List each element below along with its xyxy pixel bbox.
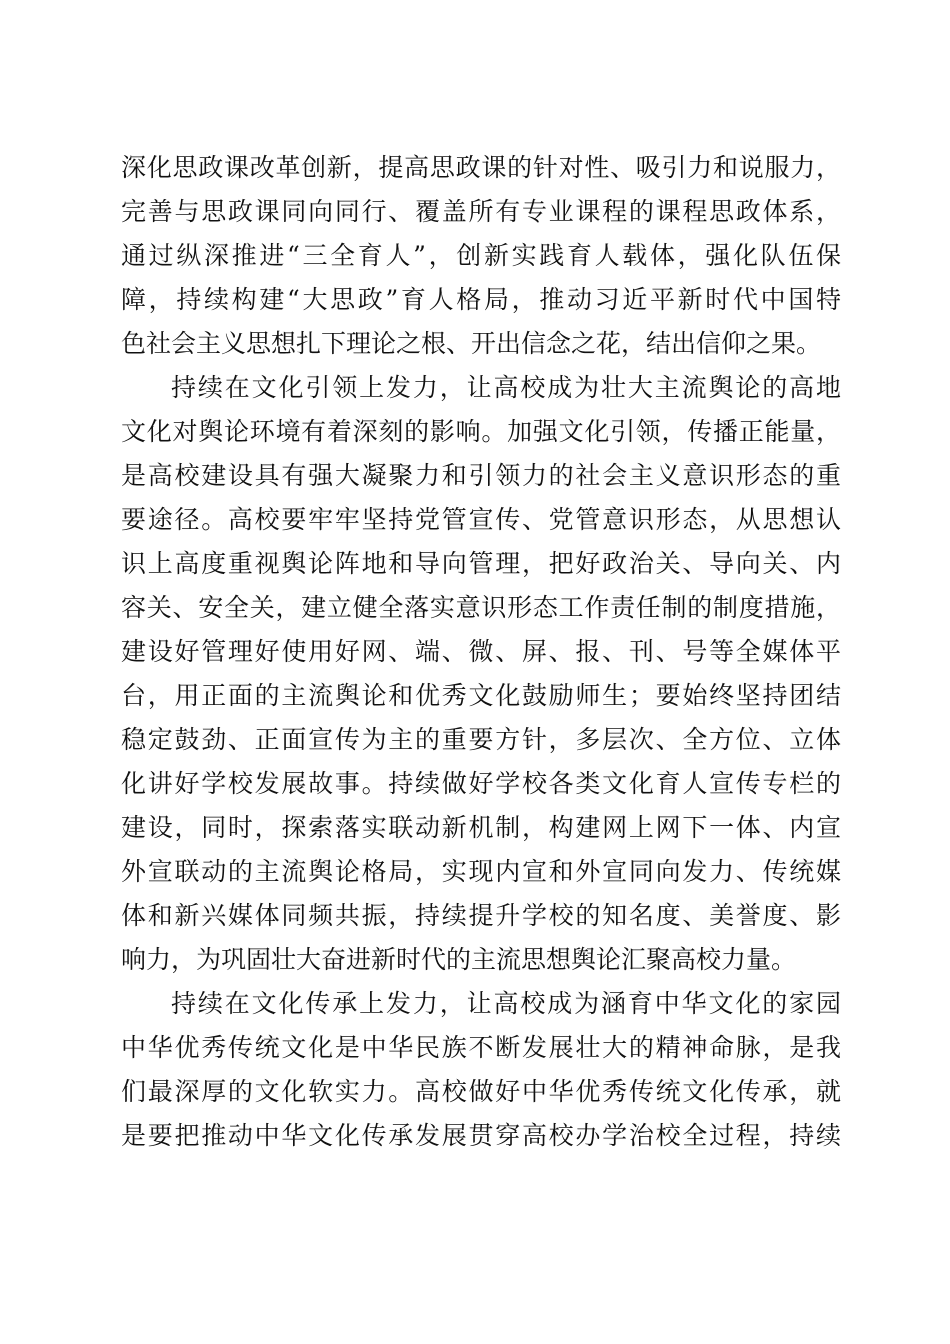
text-line: 建设，同时，探索落实联动新机制，构建网上网下一体、内宣 — [121, 813, 841, 842]
text-line: 要途径。高校要牢牢坚持党管宣传、党管意识形态，从思想认 — [121, 505, 841, 534]
text-line: 障，持续构建“大思政”育人格局，推动习近平新时代中国特 — [121, 285, 841, 314]
text-line: 完善与思政课同向同行、覆盖所有专业课程的课程思政体系， — [121, 197, 841, 226]
text-line: 响力，为巩固壮大奋进新时代的主流思想舆论汇聚高校力量。 — [121, 945, 797, 974]
text-line: 外宣联动的主流舆论格局，实现内宣和外宣同向发力、传统媒 — [121, 857, 841, 886]
text-line: 通过纵深推进“三全育人”，创新实践育人载体，强化队伍保 — [121, 241, 841, 270]
text-line: 台，用正面的主流舆论和优秀文化鼓励师生；要始终坚持团结 — [121, 681, 841, 710]
text-line: 们最深厚的文化软实力。高校做好中华优秀传统文化传承，就 — [121, 1077, 841, 1106]
text-line: 中华优秀传统文化是中华民族不断发展壮大的精神命脉，是我 — [121, 1033, 841, 1062]
text-line: 建设好管理好使用好网、端、微、屏、报、刊、号等全媒体平 — [121, 637, 841, 666]
text-line: 化讲好学校发展故事。持续做好学校各类文化育人宣传专栏的 — [121, 769, 841, 798]
text-line: 文化对舆论环境有着深刻的影响。加强文化引领，传播正能量， — [121, 417, 841, 446]
text-line: 色社会主义思想扎下理论之根、开出信念之花，结出信仰之果。 — [121, 329, 822, 358]
text-line: 是要把推动中华文化传承发展贯穿高校办学治校全过程，持续 — [121, 1121, 841, 1150]
text-line: 体和新兴媒体同频共振，持续提升学校的知名度、美誉度、影 — [121, 901, 841, 930]
section-heading: 持续在文化引领上发力，让高校成为壮大主流舆论的高地 — [171, 373, 841, 402]
text-line: 识上高度重视舆论阵地和导向管理，把好政治关、导向关、内 — [121, 549, 841, 578]
document-body — [121, 146, 841, 1158]
text-line: 深化思政课改革创新，提高思政课的针对性、吸引力和说服力， — [121, 153, 841, 182]
section-heading: 持续在文化传承上发力，让高校成为涵育中华文化的家园 — [171, 989, 841, 1018]
text-line: 稳定鼓劲、正面宣传为主的重要方针，多层次、全方位、立体 — [121, 725, 841, 754]
text-line: 是高校建设具有强大凝聚力和引领力的社会主义意识形态的重 — [121, 461, 841, 490]
text-line: 容关、安全关，建立健全落实意识形态工作责任制的制度措施， — [121, 593, 841, 622]
